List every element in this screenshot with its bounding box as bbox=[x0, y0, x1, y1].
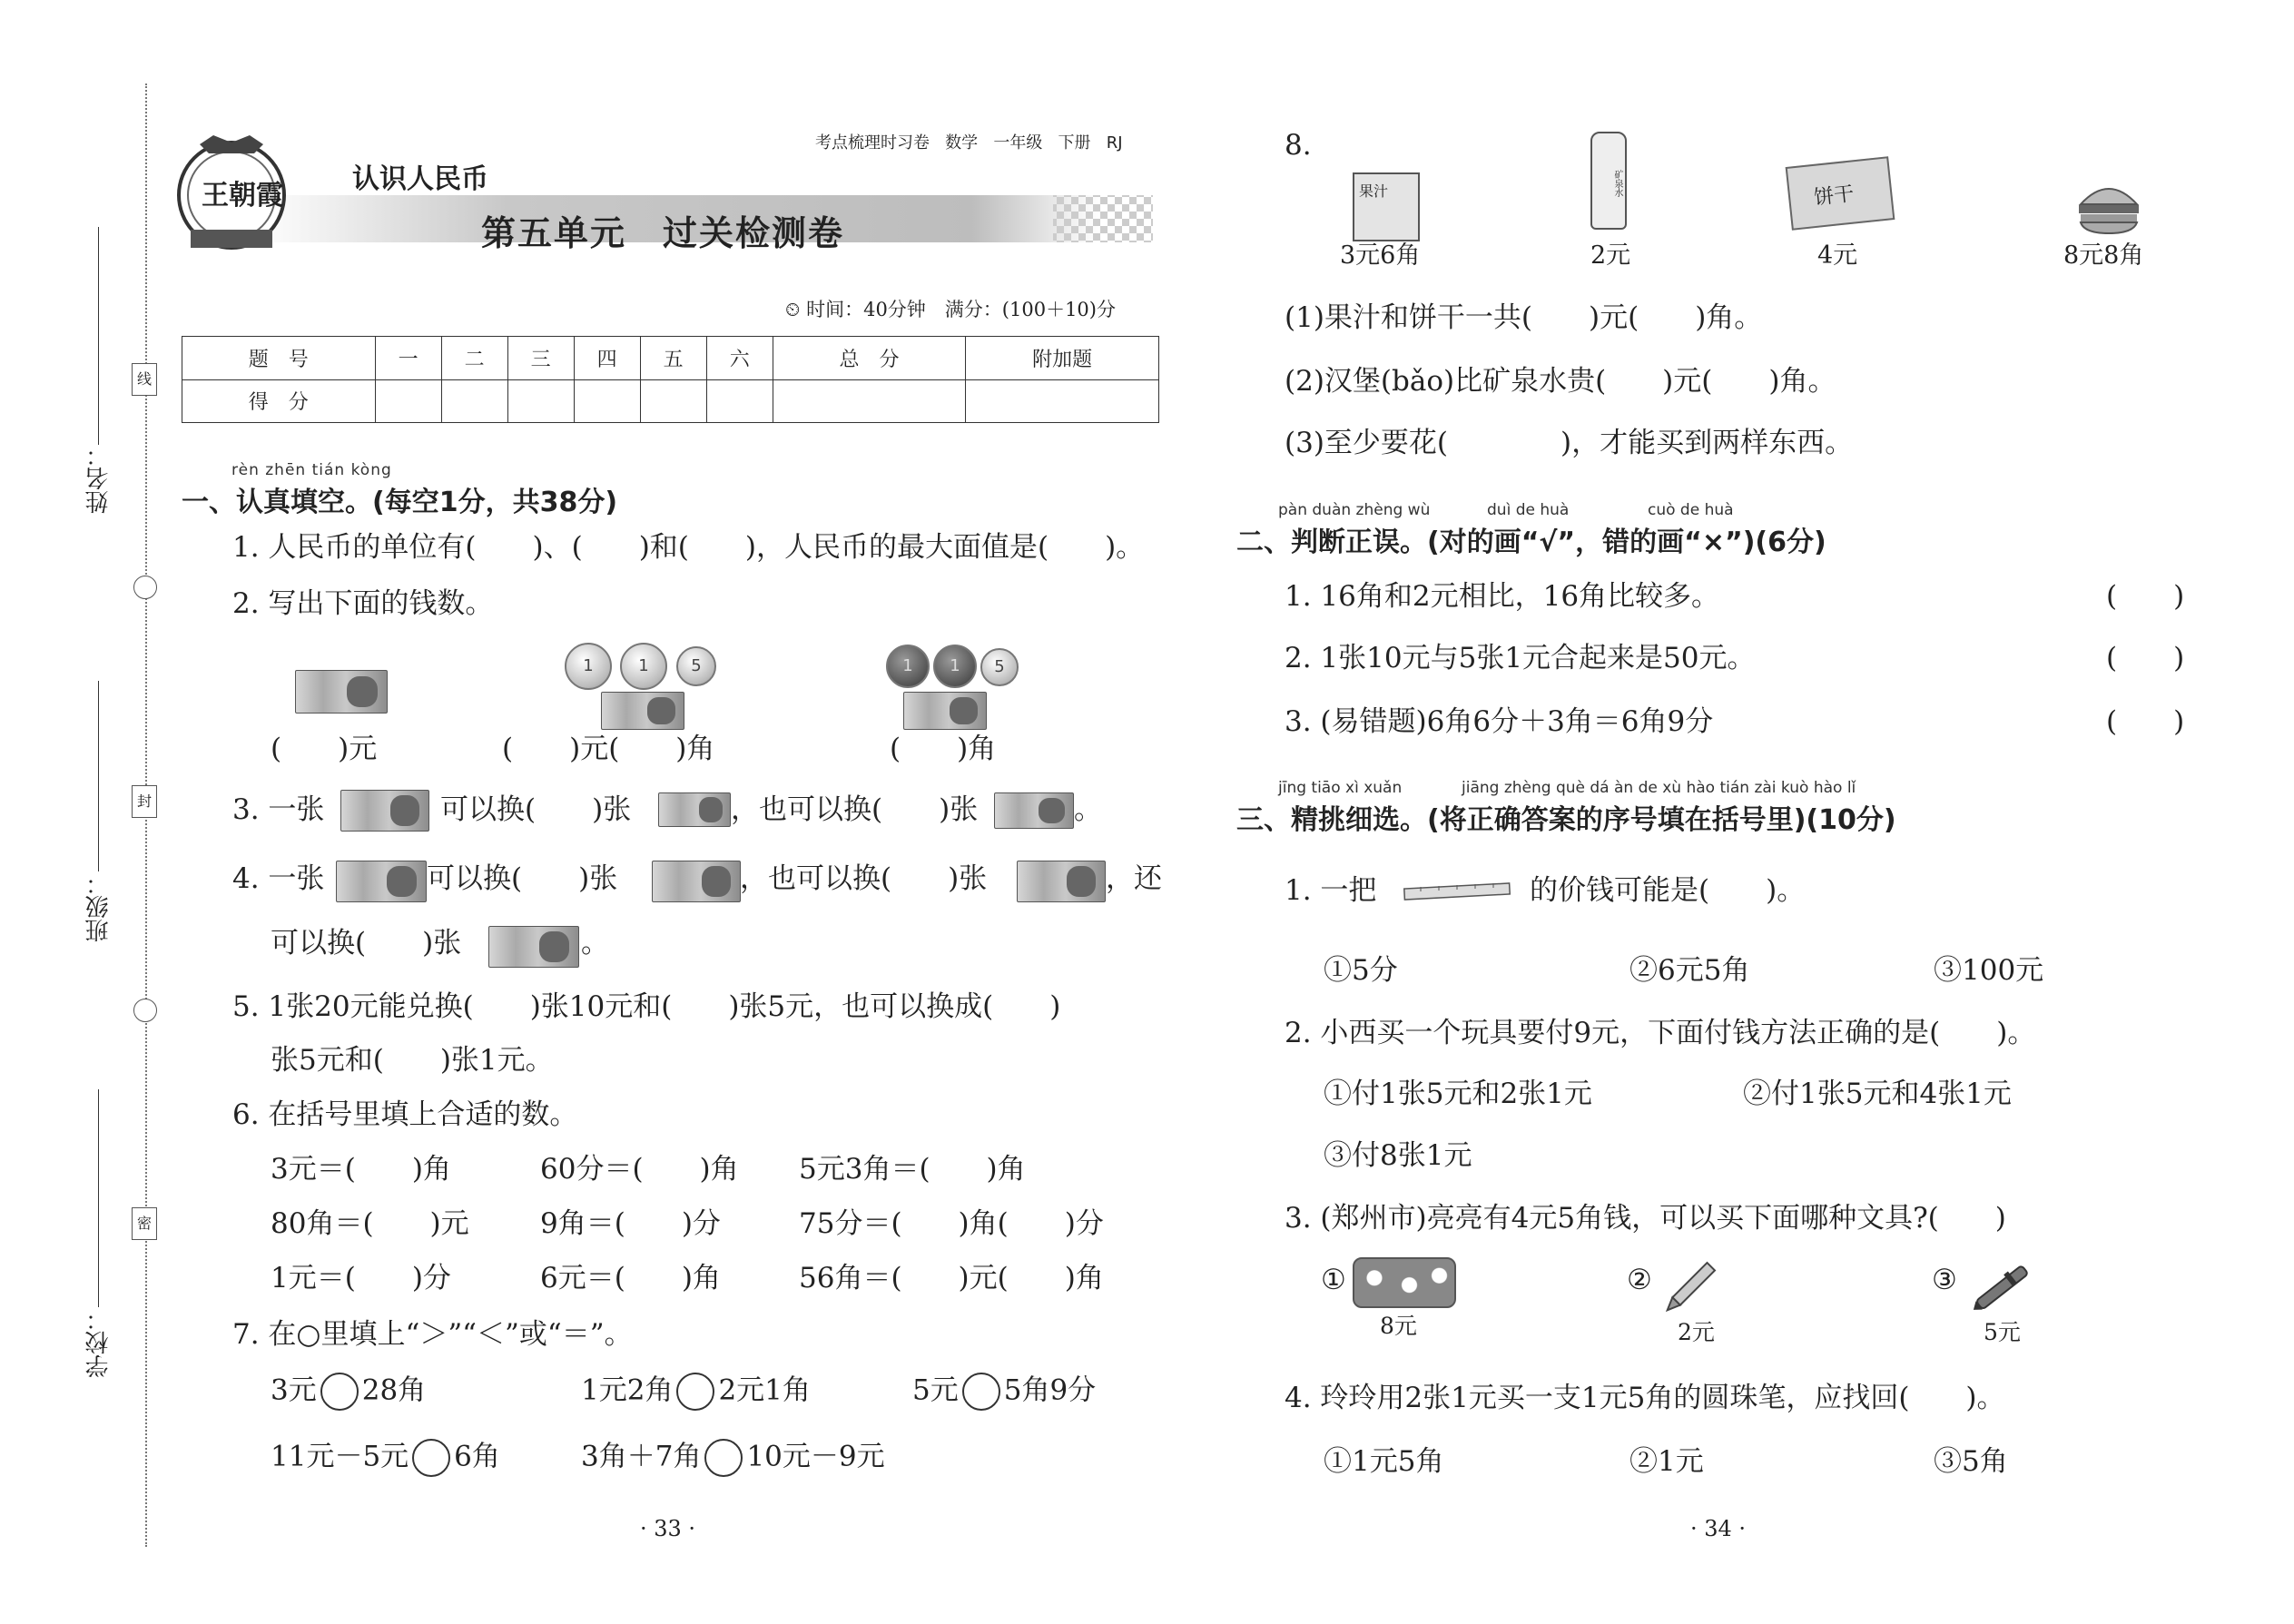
q7-right: 10元－9元 bbox=[746, 1440, 885, 1473]
q3-text-d: 。 bbox=[1074, 793, 1102, 826]
dark-coin-icon: 1 bbox=[933, 645, 977, 688]
q7-compare bbox=[271, 1439, 500, 1477]
side-circle-icon bbox=[133, 999, 157, 1022]
table-cell: 总 分 bbox=[773, 337, 966, 380]
section2-title: 二、判断正误。(对的画“√”，错的画“×”)(6分) bbox=[1236, 527, 1826, 558]
dark-coin-icon: 1 bbox=[886, 645, 930, 688]
q6-item: 60分＝( )角 bbox=[540, 1153, 739, 1186]
score-cell[interactable] bbox=[441, 379, 507, 423]
time-info-text: 时间：40分钟 满分：(100＋10)分 bbox=[806, 299, 1116, 320]
page-title: 第五单元 过关检测卷 bbox=[481, 212, 845, 253]
q4-text-d: ，还 bbox=[1106, 862, 1162, 895]
choice-q2: 2. 小西买一个玩具要付9元，下面付钱方法正确的是( )。 bbox=[1285, 1017, 2036, 1049]
section3-pinyin: jiāng zhèng què dá àn de xù hào tián zài kuò hào lǐ bbox=[1462, 779, 1856, 797]
table-cell: 三 bbox=[507, 337, 574, 380]
q7-right: 5角9分 bbox=[1003, 1373, 1097, 1407]
choice-price: 8元 bbox=[1380, 1313, 1417, 1339]
choice-option[interactable]: ③5角 bbox=[1934, 1445, 2008, 1478]
school-field[interactable] bbox=[98, 1089, 99, 1307]
pencil-case-icon bbox=[1353, 1257, 1456, 1308]
page-number-left: · 33 · bbox=[640, 1516, 696, 1541]
score-cell[interactable] bbox=[773, 379, 966, 423]
q7-compare bbox=[271, 1373, 426, 1411]
biscuit-pack-icon bbox=[1786, 156, 1895, 231]
q7-left: 11元－5元 bbox=[271, 1440, 409, 1473]
choice-option-mark[interactable]: ③ bbox=[1932, 1264, 1957, 1296]
choice-option[interactable]: ③100元 bbox=[1934, 954, 2044, 987]
table-cell: 附加题 bbox=[966, 337, 1159, 380]
volume-label: 下册 bbox=[1058, 133, 1091, 153]
ruler-icon bbox=[1403, 881, 1511, 901]
table-cell: 二 bbox=[441, 337, 507, 380]
table-cell: 一 bbox=[375, 337, 441, 380]
twenty-yuan-bill-icon bbox=[1017, 861, 1106, 902]
hamburger-icon bbox=[2077, 177, 2141, 235]
score-table-score-row bbox=[182, 379, 1159, 423]
q7-compare bbox=[581, 1373, 811, 1411]
time-score-info bbox=[785, 295, 1116, 322]
q2-answer-2[interactable]: ( )元( )角 bbox=[502, 733, 715, 765]
compare-circle[interactable] bbox=[676, 1373, 714, 1411]
table-cell: 得 分 bbox=[182, 379, 376, 423]
table-cell: 五 bbox=[640, 337, 706, 380]
compare-circle[interactable] bbox=[320, 1373, 359, 1411]
class-field[interactable] bbox=[98, 681, 99, 871]
page-number-right: · 34 · bbox=[1690, 1516, 1747, 1541]
choice-q1-b: 的价钱可能是( )。 bbox=[1530, 874, 1806, 907]
water-bottle-icon bbox=[1590, 132, 1627, 230]
score-cell[interactable] bbox=[375, 379, 441, 423]
hundred-yuan-bill-icon bbox=[336, 861, 427, 902]
five-jiao-coin-icon: 5 bbox=[676, 646, 716, 686]
compare-circle[interactable] bbox=[704, 1439, 743, 1477]
q2-text: 2. 写出下面的钱数。 bbox=[232, 587, 494, 620]
score-cell[interactable] bbox=[966, 379, 1159, 423]
score-cell[interactable] bbox=[706, 379, 773, 423]
q6-item: 6元＝( )角 bbox=[540, 1262, 721, 1294]
choice-option-mark[interactable]: ② bbox=[1627, 1264, 1652, 1296]
q1-text: 1. 人民币的单位有( )、( )和( )，人民币的最大面值是( )。 bbox=[232, 531, 1145, 564]
q7-left: 1元2角 bbox=[581, 1373, 674, 1407]
judge-item: 3. (易错题)6角6分＋3角＝6角9分 bbox=[1285, 705, 1714, 738]
subject-label: 数学 bbox=[945, 133, 979, 153]
score-cell[interactable] bbox=[507, 379, 574, 423]
logo: 王朝霞 bbox=[202, 180, 283, 212]
class-label: 班级： bbox=[85, 871, 113, 942]
q6-item: 75分＝( )角( )分 bbox=[799, 1207, 1104, 1240]
name-label: 姓名： bbox=[85, 443, 113, 514]
q6-item: 5元3角＝( )角 bbox=[799, 1153, 1026, 1186]
q5-text-2: 张5元和( )张1元。 bbox=[271, 1044, 554, 1077]
choice-q1-a: 1. 一把 bbox=[1285, 874, 1377, 907]
section2-pinyin: pàn duàn zhèng wù bbox=[1278, 501, 1431, 519]
q7-left: 5元 bbox=[912, 1373, 959, 1407]
water-label: 矿泉水 bbox=[1612, 170, 1622, 197]
section2-pinyin: duì de huà bbox=[1487, 501, 1570, 519]
table-cell: 六 bbox=[706, 337, 773, 380]
q6-item: 56角＝( )元( )角 bbox=[799, 1262, 1104, 1294]
fifty-yuan-bill-icon bbox=[488, 926, 579, 968]
line-mark: 线 bbox=[132, 363, 157, 396]
q8-number: 8. bbox=[1285, 129, 1312, 162]
compare-circle[interactable] bbox=[412, 1439, 450, 1477]
juice-price: 3元6角 bbox=[1340, 241, 1421, 270]
section1-title: 一、认真填空。(每空1分，共38分) bbox=[182, 487, 618, 518]
q3-text-a: 3. 一张 bbox=[232, 793, 325, 826]
judge-answer[interactable]: ( ) bbox=[2106, 705, 2185, 738]
choice-price: 2元 bbox=[1678, 1319, 1715, 1345]
q7-compare bbox=[581, 1439, 885, 1477]
q8-sub2: (2)汉堡(bǎo)比矿泉水贵( )元( )角。 bbox=[1285, 365, 1836, 398]
q6-item: 80角＝( )元 bbox=[271, 1207, 469, 1240]
water-price: 2元 bbox=[1590, 241, 1631, 270]
judge-item: 2. 1张10元与5张1元合起来是50元。 bbox=[1285, 642, 1756, 674]
score-cell[interactable] bbox=[640, 379, 706, 423]
banknote-icon bbox=[903, 692, 987, 730]
juice-label: 果汁 bbox=[1359, 182, 1389, 200]
section1-pinyin: rèn zhēn tián kòng bbox=[231, 461, 392, 479]
q8-sub1: (1)果汁和饼干一共( )元( )角。 bbox=[1285, 301, 1763, 334]
q7-left: 3角＋7角 bbox=[581, 1440, 702, 1473]
judge-answer[interactable]: ( ) bbox=[2106, 580, 2185, 613]
choice-option[interactable]: ②1元 bbox=[1629, 1445, 1704, 1478]
score-table-header-row bbox=[182, 337, 1159, 380]
q5-text-1: 5. 1张20元能兑换( )张10元和( )张5元，也可以换成( ) bbox=[232, 990, 1061, 1023]
one-yuan-coin-icon: 1 bbox=[620, 643, 667, 690]
judge-answer[interactable]: ( ) bbox=[2106, 642, 2185, 674]
score-table bbox=[182, 336, 1159, 423]
secret-mark: 密 bbox=[132, 1207, 157, 1240]
side-circle-icon bbox=[133, 576, 157, 599]
series-label: 考点梳理时习卷 bbox=[815, 133, 930, 153]
choice-option[interactable]: ②6元5角 bbox=[1629, 954, 1750, 987]
choice-option[interactable]: ①1元5角 bbox=[1324, 1445, 1444, 1478]
q7-right: 2元1角 bbox=[718, 1373, 811, 1407]
q4-text-c: ，也可以换( )张 bbox=[740, 862, 988, 895]
q3-text-b: 可以换( )张 bbox=[440, 793, 632, 826]
biscuit-label: 饼干 bbox=[1813, 182, 1856, 210]
q2-answer-1[interactable]: ( )元 bbox=[271, 733, 378, 765]
choice-option[interactable]: ②付1张5元和4张1元 bbox=[1743, 1078, 2012, 1110]
q4-text-e: 可以换( )张 bbox=[271, 927, 462, 960]
q4-text-f: 。 bbox=[581, 927, 609, 960]
banknote-icon bbox=[340, 790, 429, 832]
q4-text-b: 可以换( )张 bbox=[427, 862, 618, 895]
choice-option[interactable]: ③付8张1元 bbox=[1324, 1139, 1472, 1172]
unit-topic: 认识人民币 bbox=[352, 163, 488, 195]
biscuit-price: 4元 bbox=[1817, 241, 1858, 270]
q7-right: 28角 bbox=[361, 1373, 427, 1407]
q3-text-c: ，也可以换( )张 bbox=[731, 793, 979, 826]
section3-pinyin: jīng tiāo xì xuǎn bbox=[1278, 779, 1403, 797]
q2-answer-3[interactable]: ( )角 bbox=[890, 733, 997, 765]
q8-sub3: (3)至少要花( )，才能买到两样东西。 bbox=[1285, 427, 1854, 459]
q7-text: 7. 在○里填上“＞”“＜”或“＝”。 bbox=[232, 1318, 633, 1351]
judge-item: 1. 16角和2元相比，16角比较多。 bbox=[1285, 580, 1720, 613]
choice-q4: 4. 玲玲用2张1元买一支1元5角的圆珠笔，应找回( )。 bbox=[1285, 1382, 2005, 1414]
clock-icon: ⏲ bbox=[785, 299, 801, 320]
banknote-icon bbox=[994, 792, 1074, 829]
name-field[interactable] bbox=[98, 227, 99, 445]
seal-mark: 封 bbox=[132, 785, 157, 818]
banknote-icon bbox=[658, 792, 731, 827]
table-cell: 题 号 bbox=[182, 337, 376, 380]
section3-title: 三、精挑细选。(将正确答案的序号填在括号里)(10分) bbox=[1236, 804, 1896, 836]
q6-item: 9角＝( )分 bbox=[540, 1207, 721, 1240]
series-name bbox=[815, 130, 1123, 153]
grade-label: 一年级 bbox=[993, 133, 1043, 153]
banknote-icon bbox=[601, 692, 684, 730]
twenty-yuan-bill-icon bbox=[295, 670, 388, 714]
choice-q3: 3. (郑州市)亮亮有4元5角钱，可以买下面哪种文具?( ) bbox=[1285, 1202, 2006, 1235]
choice-option[interactable]: ①付1张5元和2张1元 bbox=[1324, 1078, 1592, 1110]
q4-text-a: 4. 一张 bbox=[232, 862, 325, 895]
pen-icon bbox=[1965, 1257, 2043, 1316]
choice-option-mark[interactable]: ① bbox=[1321, 1264, 1346, 1296]
section2-pinyin: cuò de huà bbox=[1648, 501, 1734, 519]
q7-right: 6角 bbox=[454, 1440, 500, 1473]
pencil-icon bbox=[1657, 1257, 1720, 1321]
q7-left: 3元 bbox=[271, 1373, 317, 1407]
choice-price: 5元 bbox=[1984, 1319, 2021, 1345]
hamburger-price: 8元8角 bbox=[2063, 241, 2144, 270]
table-cell: 四 bbox=[574, 337, 640, 380]
fifty-yuan-bill-icon bbox=[652, 861, 741, 902]
juice-box-icon bbox=[1353, 172, 1420, 241]
edition-label: RJ bbox=[1106, 133, 1123, 153]
score-cell[interactable] bbox=[574, 379, 640, 423]
q6-item: 1元＝( )分 bbox=[271, 1262, 451, 1294]
q7-compare bbox=[912, 1373, 1096, 1411]
choice-option[interactable]: ①5分 bbox=[1324, 954, 1398, 987]
compare-circle[interactable] bbox=[962, 1373, 1000, 1411]
five-jiao-coin-icon: 5 bbox=[980, 648, 1019, 686]
school-label: 学校： bbox=[85, 1307, 113, 1378]
q6-text: 6. 在括号里填上合适的数。 bbox=[232, 1098, 578, 1131]
q6-item: 3元＝( )角 bbox=[271, 1153, 451, 1186]
one-yuan-coin-icon: 1 bbox=[565, 643, 612, 690]
